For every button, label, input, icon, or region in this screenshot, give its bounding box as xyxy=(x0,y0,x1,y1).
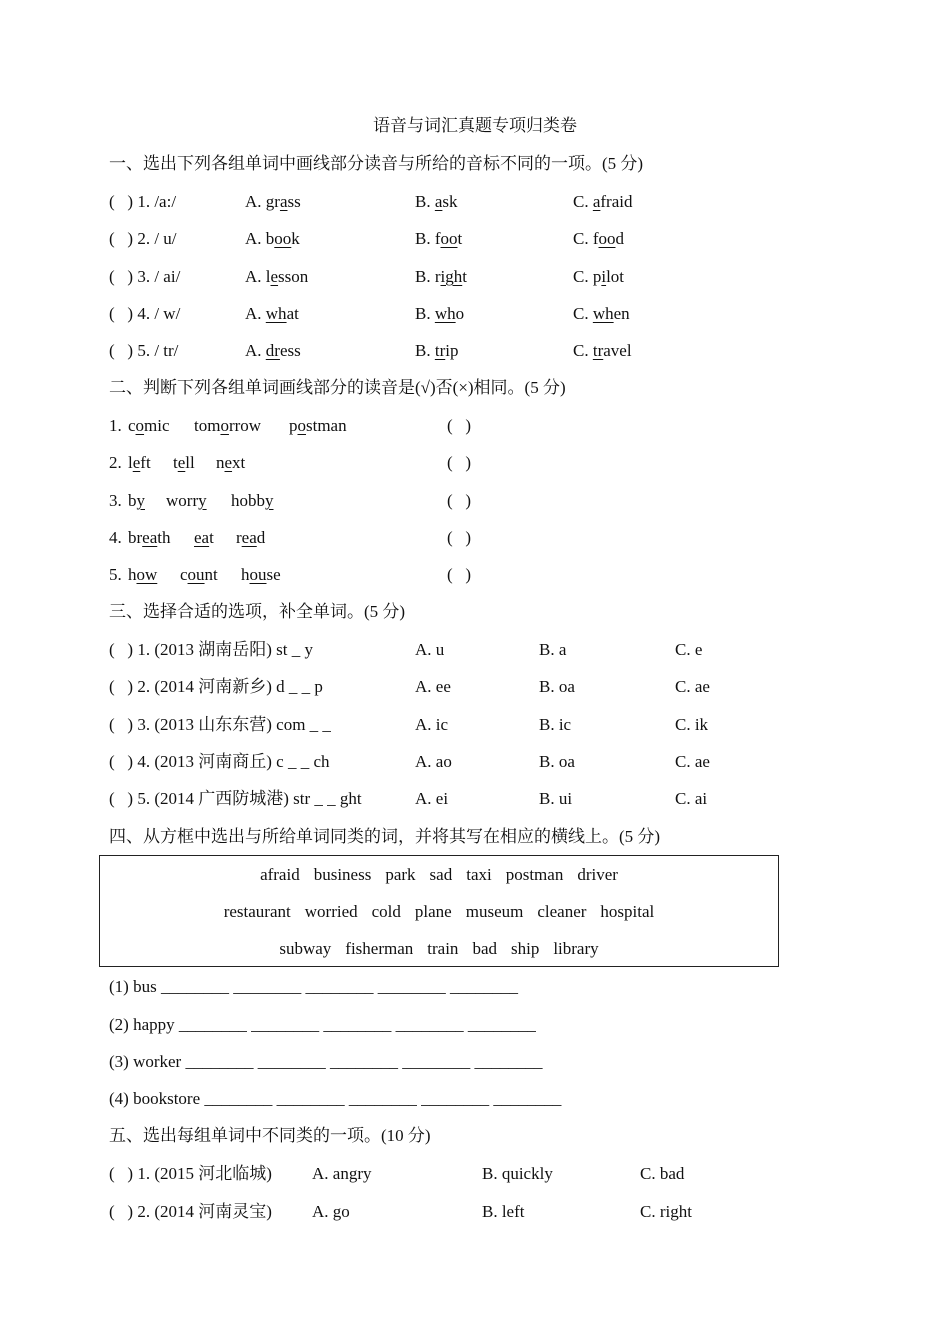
s1-option-a-word xyxy=(245,304,299,323)
box-word: taxi xyxy=(466,865,492,884)
s2-word xyxy=(166,490,207,512)
s2-word-part-mid: ow xyxy=(136,565,158,584)
box-word: park xyxy=(385,865,416,884)
s1-option-b[interactable] xyxy=(415,266,467,288)
s4-line-label: (1) bus xyxy=(109,977,157,996)
s3-option-c[interactable]: C. ai xyxy=(675,789,708,808)
s2-word xyxy=(128,415,170,437)
section-1-heading: 一、选出下列各组单词中画线部分读音与所给的音标不同的一项。(5 分) xyxy=(109,154,644,173)
s1-option-b[interactable] xyxy=(415,340,458,362)
s4-answer-blanks[interactable]: ________ ________ ________ ________ ________ xyxy=(160,977,518,996)
s2-word-part-post: rrow xyxy=(228,416,262,435)
s1-option-a-word-post: ess xyxy=(279,341,301,360)
s3-option-a[interactable]: A. ao xyxy=(415,752,452,771)
word-box-line-1 xyxy=(100,864,778,886)
box-word: cold xyxy=(371,902,401,921)
s1-option-a-word-mid: wh xyxy=(265,304,287,323)
section-4-heading: 四、从方框中选出与所给单词同类的词，并将其写在相应的横线上。(5 分) xyxy=(109,827,661,846)
s4-answer-blanks[interactable]: ________ ________ ________ ________ ________ xyxy=(204,1089,562,1108)
s1-option-b-word-pre: B. xyxy=(415,192,435,211)
s1-option-b[interactable] xyxy=(415,228,462,250)
s1-option-c-word xyxy=(573,341,632,360)
s1-option-c-word-post: lot xyxy=(606,267,625,286)
s1-option-b-word xyxy=(415,192,458,211)
box-word: postman xyxy=(505,865,564,884)
s2-word-part-pre: c xyxy=(128,416,136,435)
s2-word-part-post: ft xyxy=(140,453,151,472)
s2-answer-paren[interactable]: ( ) xyxy=(447,528,472,547)
s3-question-3: ( ) 3. (2013 山东东营) com _ _ xyxy=(109,715,331,734)
section-5-heading: 五、选出每组单词中不同类的一项。(10 分) xyxy=(109,1126,431,1145)
s2-word-part-mid: o xyxy=(135,416,145,435)
s1-option-c-word-post: fraid xyxy=(600,192,633,211)
s2-word-part-pre: r xyxy=(236,528,242,547)
s1-option-a-word-pre: A. xyxy=(245,341,266,360)
s2-item-number: 4. xyxy=(109,528,122,547)
s5-question-2: ( ) 2. (2014 河南灵宝) xyxy=(109,1202,272,1221)
s1-option-a-word-pre: A. xyxy=(245,304,266,323)
s1-option-b[interactable] xyxy=(415,303,464,325)
s3-question-4: ( ) 4. (2013 河南商丘) c _ _ ch xyxy=(109,752,330,771)
s2-word-part-pre: worr xyxy=(166,491,199,510)
s2-word-part xyxy=(180,565,218,584)
s2-word-part-post: th xyxy=(157,528,171,547)
s2-word-part-post: stman xyxy=(306,416,347,435)
s2-word-part-mid: ou xyxy=(249,565,267,584)
s1-question-3: ( ) 3. / ai/ xyxy=(109,267,181,286)
s1-option-c[interactable] xyxy=(573,228,624,250)
s3-option-a[interactable]: A. u xyxy=(415,640,445,659)
s1-option-b-word-post: o xyxy=(455,304,465,323)
s5-option-c[interactable]: C. bad xyxy=(640,1164,685,1183)
s2-word-part-mid: y xyxy=(198,491,207,510)
s1-option-a-word xyxy=(245,229,300,248)
word-box-line-2 xyxy=(100,901,778,923)
s2-answer-paren[interactable]: ( ) xyxy=(447,453,472,472)
s2-word-part xyxy=(166,491,207,510)
s2-word-part-post: xt xyxy=(232,453,246,472)
s1-option-a[interactable] xyxy=(245,191,301,213)
box-word: ship xyxy=(510,939,540,958)
s1-option-c-word-pre: C. f xyxy=(573,229,599,248)
s2-word-part xyxy=(128,491,145,510)
s2-word-part-mid: ea xyxy=(142,528,158,547)
s1-option-b-word-mid: wh xyxy=(434,304,456,323)
s5-option-c[interactable]: C. right xyxy=(640,1202,692,1221)
s1-option-b-word-mid: oo xyxy=(440,229,458,248)
s1-option-c-word-mid: oo xyxy=(598,229,616,248)
s1-option-a-word xyxy=(245,267,308,286)
box-word: train xyxy=(427,939,459,958)
s2-item-number: 3. xyxy=(109,491,122,510)
s1-option-a-word-post: sson xyxy=(278,267,309,286)
s1-option-b-word-post: ip xyxy=(445,341,459,360)
s2-word-part-post: se xyxy=(266,565,281,584)
s1-option-b-word-pre: B. xyxy=(415,341,435,360)
s2-word xyxy=(128,490,145,512)
s1-option-a-word-mid: a xyxy=(279,192,288,211)
s1-option-c-word-post: en xyxy=(613,304,630,323)
s2-word-part-pre: br xyxy=(128,528,143,547)
s2-word-part-mid: o xyxy=(220,416,229,435)
box-word: plane xyxy=(414,902,452,921)
s1-option-b-word-post: sk xyxy=(442,192,458,211)
s1-option-c-word-post: avel xyxy=(603,341,632,360)
s2-answer-paren[interactable]: ( ) xyxy=(447,416,472,435)
s2-word-part-pre: hobb xyxy=(231,491,265,510)
section-2-heading: 二、判断下列各组单词画线部分的读音是(√)否(×)相同。(5 分) xyxy=(109,378,566,397)
s1-option-b-word xyxy=(415,341,458,360)
s3-question-2: ( ) 2. (2014 河南新乡) d _ _ p xyxy=(109,677,323,696)
s2-word-part-pre: tom xyxy=(194,416,221,435)
s2-word-part xyxy=(236,528,265,547)
s1-option-a-word-pre: A. gr xyxy=(245,192,280,211)
s2-word-part xyxy=(194,416,261,435)
s4-line-4 xyxy=(109,1088,561,1110)
box-word: restaurant xyxy=(223,902,291,921)
s4-answer-blanks[interactable]: ________ ________ ________ ________ ________ xyxy=(178,1015,536,1034)
box-word: cleaner xyxy=(537,902,587,921)
s1-option-a-word-post: k xyxy=(291,229,300,248)
s3-option-c[interactable]: C. ae xyxy=(675,752,710,771)
box-word: afraid xyxy=(260,865,300,884)
s1-option-a-word-mid: oo xyxy=(274,229,292,248)
s4-line-label: (4) bookstore xyxy=(109,1089,201,1108)
s1-option-c-word xyxy=(573,192,632,211)
s3-option-b[interactable]: B. ui xyxy=(539,789,573,808)
s1-option-c-word-post: d xyxy=(615,229,624,248)
s1-option-a[interactable] xyxy=(245,228,300,250)
s1-option-b-word-post: t xyxy=(462,267,467,286)
s1-option-c-word-pre: C. xyxy=(573,341,593,360)
s1-option-b-word-mid: a xyxy=(434,192,443,211)
s1-option-c-word-pre: C. xyxy=(573,304,593,323)
s2-word-part xyxy=(216,453,245,472)
s2-word xyxy=(231,490,274,512)
s2-word-part-pre: p xyxy=(289,416,298,435)
section-3-heading: 三、选择合适的选项，补全单词。(5 分) xyxy=(109,602,406,621)
box-word: worried xyxy=(304,902,358,921)
s2-word-part-pre: l xyxy=(128,453,133,472)
s2-word xyxy=(173,452,195,474)
s2-word-part-post: nt xyxy=(204,565,218,584)
box-word: business xyxy=(313,865,372,884)
s1-question-2: ( ) 2. / u/ xyxy=(109,229,177,248)
s2-word-part-pre: h xyxy=(241,565,250,584)
s2-word xyxy=(194,415,261,437)
box-word: driver xyxy=(577,865,618,884)
s1-option-b-word xyxy=(415,267,467,286)
s2-word xyxy=(128,564,157,586)
s2-word-part-mid: e xyxy=(224,453,233,472)
s2-item-number: 2. xyxy=(109,453,122,472)
s3-option-c[interactable]: C. ae xyxy=(675,677,710,696)
s1-question-4: ( ) 4. / w/ xyxy=(109,304,181,323)
s1-option-b-word-post: t xyxy=(457,229,463,248)
s4-line-label: (2) happy xyxy=(109,1015,175,1034)
s4-answer-blanks[interactable]: ________ ________ ________ ________ ________ xyxy=(185,1052,543,1071)
s2-word-part-mid: ou xyxy=(187,565,205,584)
s2-word-part xyxy=(128,565,157,584)
s1-option-c-word xyxy=(573,267,624,286)
s2-word-part-mid: y xyxy=(136,491,145,510)
s2-word-part-pre: c xyxy=(180,565,188,584)
s2-word-part-mid: e xyxy=(177,453,186,472)
box-word: fisherman xyxy=(345,939,414,958)
s2-word-part-pre: n xyxy=(216,453,225,472)
s2-word-part xyxy=(173,453,195,472)
s3-option-a[interactable]: A. ic xyxy=(415,715,449,734)
s2-word xyxy=(194,527,214,549)
s1-option-a-word xyxy=(245,192,301,211)
s2-item-number: 5. xyxy=(109,565,122,584)
s2-word xyxy=(180,564,218,586)
s1-option-c-word-mid: wh xyxy=(592,304,614,323)
s3-option-b[interactable]: B. oa xyxy=(539,677,575,696)
s1-option-a[interactable] xyxy=(245,266,308,288)
s2-word-part xyxy=(128,528,171,547)
box-word: museum xyxy=(465,902,524,921)
s2-word-part-post: mic xyxy=(144,416,170,435)
s1-option-c[interactable] xyxy=(573,191,632,213)
s1-option-a[interactable] xyxy=(245,303,299,325)
s2-word xyxy=(289,415,347,437)
s1-option-c-word xyxy=(573,229,624,248)
s1-option-a-word xyxy=(245,341,301,360)
s1-option-c-word-pre: C. xyxy=(573,192,593,211)
s2-word-part-mid: e xyxy=(132,453,141,472)
s1-option-c-word-mid: a xyxy=(592,192,601,211)
s2-word-part xyxy=(289,416,347,435)
s1-option-b-word-pre: B. xyxy=(415,304,435,323)
s1-option-c[interactable] xyxy=(573,266,624,288)
s2-answer-paren[interactable]: ( ) xyxy=(447,565,472,584)
s1-question-1: ( ) 1. /a:/ xyxy=(109,192,177,211)
s3-option-c[interactable]: C. ik xyxy=(675,715,709,734)
s1-option-b-word xyxy=(415,304,464,323)
s1-option-c[interactable] xyxy=(573,303,630,325)
box-word: sad xyxy=(429,865,453,884)
s4-line-label: (3) worker xyxy=(109,1052,182,1071)
s3-option-b[interactable]: B. a xyxy=(539,640,567,659)
s1-option-a-word-post: ss xyxy=(287,192,301,211)
s1-option-b-word-pre: B. r xyxy=(415,267,441,286)
s2-word-part xyxy=(231,491,274,510)
s3-option-a[interactable]: A. ei xyxy=(415,789,449,808)
s2-word-part-pre: b xyxy=(128,491,137,510)
s2-word-part xyxy=(241,565,281,584)
s1-option-b-word-mid: tr xyxy=(434,341,446,360)
s2-word xyxy=(236,527,265,549)
s2-word-part-mid: y xyxy=(265,491,274,510)
box-word: library xyxy=(553,939,599,958)
box-word: subway xyxy=(279,939,332,958)
s2-word-part-post: ll xyxy=(185,453,195,472)
s1-option-b[interactable] xyxy=(415,191,458,213)
s2-item-number: 1. xyxy=(109,416,122,435)
s3-question-5: ( ) 5. (2014 广西防城港) str _ _ ght xyxy=(109,789,362,808)
s5-option-b[interactable]: B. quickly xyxy=(482,1164,553,1183)
s2-word-part-mid: ea xyxy=(241,528,257,547)
s3-option-c[interactable]: C. e xyxy=(675,640,703,659)
s1-option-c[interactable] xyxy=(573,340,632,362)
s2-word-part xyxy=(128,453,151,472)
s1-question-5: ( ) 5. / tr/ xyxy=(109,341,179,360)
s3-option-b[interactable]: B. ic xyxy=(539,715,572,734)
s1-option-b-word xyxy=(415,229,462,248)
s1-option-a-word-mid: dr xyxy=(265,341,280,360)
s2-word xyxy=(241,564,281,586)
box-word: bad xyxy=(472,939,497,958)
s1-option-a[interactable] xyxy=(245,340,301,362)
s1-option-c-word-mid: i xyxy=(601,267,607,286)
s5-option-b[interactable]: B. left xyxy=(482,1202,525,1221)
s3-option-b[interactable]: B. oa xyxy=(539,752,575,771)
box-word: hospital xyxy=(600,902,655,921)
s2-word xyxy=(128,452,151,474)
s2-word-part-mid: ea xyxy=(194,528,210,547)
s4-line-1 xyxy=(109,976,518,998)
s1-option-b-word-pre: B. f xyxy=(415,229,441,248)
s5-question-1: ( ) 1. (2015 河北临城) xyxy=(109,1164,272,1183)
s3-option-a[interactable]: A. ee xyxy=(415,677,451,696)
s4-line-2 xyxy=(109,1014,536,1036)
s2-answer-paren[interactable]: ( ) xyxy=(447,491,472,510)
s2-word xyxy=(216,452,245,474)
s1-option-c-word xyxy=(573,304,630,323)
s2-word-part-mid: o xyxy=(297,416,306,435)
page-title: 语音与词汇真题专项归类卷 xyxy=(373,116,577,135)
s2-word-part-pre: h xyxy=(128,565,137,584)
s1-option-b-word-mid: igh xyxy=(440,267,463,286)
s2-word-part-post: t xyxy=(209,528,214,547)
s2-word-part xyxy=(194,528,214,547)
s2-word-part xyxy=(128,416,170,435)
word-box-line-3 xyxy=(100,938,778,960)
s5-option-a[interactable]: A. angry xyxy=(312,1164,372,1183)
s1-option-a-word-mid: e xyxy=(270,267,279,286)
s1-option-c-word-mid: tr xyxy=(592,341,604,360)
s5-option-a[interactable]: A. go xyxy=(312,1202,350,1221)
s2-word-part-post: d xyxy=(256,528,266,547)
word-box xyxy=(99,855,779,967)
s1-option-a-word-pre: A. l xyxy=(245,267,271,286)
s1-option-a-word-post: at xyxy=(286,304,299,323)
s3-question-1: ( ) 1. (2013 湖南岳阳) st _ y xyxy=(109,640,313,659)
s2-word-part-pre: t xyxy=(173,453,178,472)
s4-line-3 xyxy=(109,1051,542,1073)
s1-option-c-word-pre: C. p xyxy=(573,267,602,286)
s2-word xyxy=(128,527,171,549)
s1-option-a-word-pre: A. b xyxy=(245,229,275,248)
